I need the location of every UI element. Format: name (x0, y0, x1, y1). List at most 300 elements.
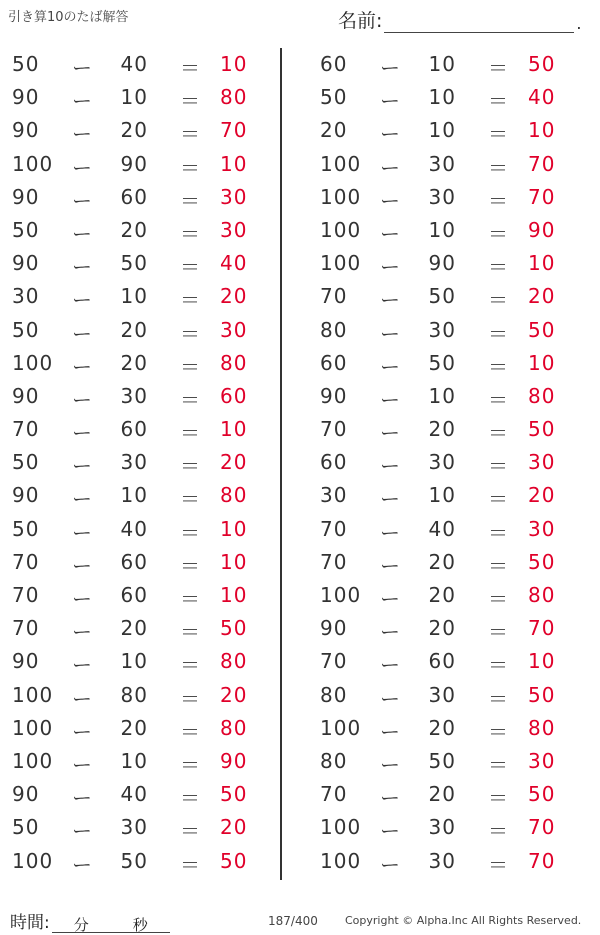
problem-row (0, 81, 290, 114)
equals-sign: ＝ (180, 520, 201, 545)
problem-row (0, 712, 290, 745)
minus-sign: ー (72, 719, 93, 744)
problem-row (0, 612, 290, 645)
minuend: 70 (12, 417, 40, 442)
subtrahend: 20 (428, 715, 456, 740)
subtrahend: 50 (120, 848, 148, 873)
minuend: 100 (12, 682, 54, 707)
problem-row (308, 280, 598, 313)
equals-sign: ＝ (180, 686, 201, 711)
equals-sign: ＝ (180, 653, 201, 678)
minuend: 90 (12, 184, 40, 209)
problem-row (0, 811, 290, 844)
minus-sign: ー (380, 653, 401, 678)
answer: 70 (528, 151, 556, 176)
minus-sign: ー (380, 487, 401, 512)
minuend: 90 (12, 383, 40, 408)
equals-sign: ＝ (488, 819, 509, 844)
answer: 30 (220, 217, 248, 242)
minus-sign: ー (380, 752, 401, 777)
problem-row (0, 247, 290, 280)
problem-row (0, 845, 290, 878)
minus-sign: ー (380, 454, 401, 479)
answer: 30 (220, 184, 248, 209)
minus-sign: ー (380, 321, 401, 346)
minus-sign: ー (72, 155, 93, 180)
minus-sign: ー (380, 553, 401, 578)
problem-row (0, 48, 290, 81)
minus-sign: ー (380, 89, 401, 114)
answer: 50 (528, 549, 556, 574)
minuend: 50 (12, 815, 40, 840)
minuend: 90 (12, 649, 40, 674)
answer: 20 (220, 450, 248, 475)
subtrahend: 60 (120, 549, 148, 574)
answer: 30 (220, 317, 248, 342)
problem-row (308, 314, 598, 347)
answer: 10 (528, 118, 556, 143)
answer: 10 (220, 549, 248, 574)
equals-sign: ＝ (488, 387, 509, 412)
answer: 50 (528, 682, 556, 707)
minus-sign: ー (72, 321, 93, 346)
subtrahend: 10 (120, 483, 148, 508)
minus-sign: ー (380, 421, 401, 446)
time-label: 時間: (10, 913, 50, 933)
minuend: 80 (320, 317, 348, 342)
minus-sign: ー (72, 653, 93, 678)
subtrahend: 20 (428, 583, 456, 607)
answer: 30 (528, 748, 556, 773)
minus-sign: ー (380, 255, 401, 280)
subtrahend: 60 (428, 649, 456, 674)
problem-row (308, 513, 598, 546)
copyright-notice: Copyright © Alpha.Inc All Rights Reserved. (345, 914, 582, 927)
equals-sign: ＝ (488, 155, 509, 180)
answer: 50 (528, 782, 556, 807)
subtrahend: 40 (120, 782, 148, 807)
answer: 70 (528, 815, 556, 840)
problem-row (0, 446, 290, 479)
subtrahend: 30 (428, 184, 456, 209)
equals-sign: ＝ (488, 221, 509, 246)
subtrahend: 30 (428, 848, 456, 873)
answer: 20 (220, 815, 248, 840)
minuend: 90 (320, 616, 348, 641)
subtrahend: 60 (120, 184, 148, 209)
answer: 70 (528, 848, 556, 873)
minus-sign: ー (380, 819, 401, 844)
equals-sign: ＝ (180, 288, 201, 313)
minuend: 90 (12, 118, 40, 143)
answer: 20 (220, 284, 248, 309)
problem-row (0, 280, 290, 313)
equals-sign: ＝ (180, 421, 201, 446)
equals-sign: ＝ (488, 786, 509, 811)
minuend: 70 (320, 284, 348, 309)
equals-sign: ＝ (180, 321, 201, 346)
problem-row (0, 214, 290, 247)
minuend: 70 (320, 417, 348, 442)
problem-row (0, 181, 290, 214)
equals-sign: ＝ (180, 487, 201, 512)
subtrahend: 20 (120, 350, 148, 375)
problem-row (308, 446, 598, 479)
answer: 80 (220, 715, 248, 740)
minus-sign: ー (72, 89, 93, 114)
equals-sign: ＝ (180, 852, 201, 877)
subtrahend: 50 (428, 748, 456, 773)
equals-sign: ＝ (180, 587, 201, 611)
answer: 10 (528, 251, 556, 276)
subtrahend: 20 (120, 715, 148, 740)
minuend: 50 (12, 450, 40, 475)
equals-sign: ＝ (488, 354, 509, 379)
minuend: 90 (12, 782, 40, 807)
minuend: 100 (12, 151, 54, 176)
subtrahend: 20 (120, 118, 148, 143)
answer: 10 (220, 52, 248, 76)
minuend: 70 (12, 583, 40, 607)
equals-sign: ＝ (180, 786, 201, 811)
right-problem-column (308, 48, 598, 878)
minus-sign: ー (72, 56, 93, 80)
problem-row (308, 413, 598, 446)
minus-sign: ー (380, 122, 401, 147)
answer: 10 (528, 350, 556, 375)
equals-sign: ＝ (180, 387, 201, 412)
problem-row (0, 148, 290, 181)
answer: 20 (528, 483, 556, 508)
problem-row (0, 679, 290, 712)
equals-sign: ＝ (488, 752, 509, 777)
minuend: 100 (12, 748, 54, 773)
answer: 70 (528, 616, 556, 641)
equals-sign: ＝ (180, 255, 201, 280)
equals-sign: ＝ (488, 587, 509, 611)
problem-row (308, 546, 598, 579)
minus-sign: ー (380, 520, 401, 545)
minuend: 100 (320, 151, 362, 176)
minus-sign: ー (72, 255, 93, 280)
subtrahend: 20 (120, 616, 148, 641)
subtrahend: 10 (428, 217, 456, 242)
equals-sign: ＝ (180, 56, 201, 80)
answer: 40 (528, 85, 556, 110)
minus-sign: ー (72, 686, 93, 711)
equals-sign: ＝ (488, 255, 509, 280)
subtrahend: 10 (120, 649, 148, 674)
subtrahend: 30 (428, 450, 456, 475)
problem-row (308, 181, 598, 214)
minus-sign: ー (72, 520, 93, 545)
answer: 40 (220, 251, 248, 276)
answer: 90 (528, 217, 556, 242)
equals-sign: ＝ (180, 719, 201, 744)
name-field (338, 6, 582, 33)
minus-sign: ー (72, 122, 93, 147)
subtrahend: 90 (428, 251, 456, 276)
minus-sign: ー (380, 587, 401, 611)
minuend: 70 (320, 549, 348, 574)
minus-sign: ー (380, 188, 401, 213)
equals-sign: ＝ (488, 852, 509, 877)
answer: 50 (220, 848, 248, 873)
answer: 10 (220, 417, 248, 442)
equals-sign: ＝ (180, 553, 201, 578)
column-divider (280, 48, 282, 880)
problem-row (308, 778, 598, 811)
name-end-mark: . (576, 14, 582, 33)
minuend: 50 (320, 85, 348, 110)
minuend: 100 (320, 815, 362, 840)
minus-sign: ー (72, 421, 93, 446)
subtrahend: 50 (120, 251, 148, 276)
equals-sign: ＝ (180, 620, 201, 645)
subtrahend: 60 (120, 417, 148, 442)
equals-sign: ＝ (180, 89, 201, 114)
minus-sign: ー (72, 786, 93, 811)
equals-sign: ＝ (488, 89, 509, 114)
subtrahend: 10 (120, 748, 148, 773)
equals-sign: ＝ (488, 122, 509, 147)
answer: 80 (220, 649, 248, 674)
answer: 80 (528, 715, 556, 740)
answer: 20 (220, 682, 248, 707)
minus-sign: ー (72, 188, 93, 213)
equals-sign: ＝ (488, 686, 509, 711)
equals-sign: ＝ (488, 421, 509, 446)
problem-row (0, 546, 290, 579)
minus-sign: ー (380, 155, 401, 180)
equals-sign: ＝ (488, 553, 509, 578)
subtrahend: 10 (428, 118, 456, 143)
worksheet-title: 引き算10のたば解答 (8, 10, 129, 25)
minuend: 100 (320, 251, 362, 276)
problem-row (308, 48, 598, 81)
problem-row (308, 845, 598, 878)
problem-row (0, 745, 290, 778)
problem-row (308, 679, 598, 712)
minus-sign: ー (72, 620, 93, 645)
subtrahend: 20 (120, 317, 148, 342)
problem-row (0, 513, 290, 546)
subtrahend: 60 (120, 583, 148, 607)
answer: 80 (528, 583, 556, 607)
problem-row (308, 612, 598, 645)
answer: 80 (220, 483, 248, 508)
minuend: 60 (320, 350, 348, 375)
minuend: 90 (320, 383, 348, 408)
minuend: 30 (12, 284, 40, 309)
minuend: 50 (12, 52, 40, 76)
minuend: 100 (12, 848, 54, 873)
minus-sign: ー (380, 786, 401, 811)
minuend: 50 (12, 217, 40, 242)
minus-sign: ー (380, 288, 401, 313)
answer: 30 (528, 450, 556, 475)
answer: 30 (528, 516, 556, 541)
answer: 10 (220, 516, 248, 541)
minus-sign: ー (380, 221, 401, 246)
subtrahend: 20 (428, 616, 456, 641)
subtrahend: 40 (428, 516, 456, 541)
minus-sign: ー (380, 387, 401, 412)
time-blank-line (52, 914, 170, 933)
answer: 10 (528, 649, 556, 674)
problem-row (0, 413, 290, 446)
seconds-label: 秒 (132, 916, 148, 934)
subtrahend: 10 (120, 284, 148, 309)
problem-row (0, 645, 290, 678)
minuend: 30 (320, 483, 348, 508)
minutes-label: 分 (73, 916, 89, 934)
subtrahend: 30 (120, 815, 148, 840)
equals-sign: ＝ (488, 188, 509, 213)
minuend: 90 (12, 85, 40, 110)
problem-row (308, 479, 598, 512)
subtrahend: 10 (428, 483, 456, 508)
minus-sign: ー (72, 819, 93, 844)
minuend: 100 (320, 217, 362, 242)
minuend: 80 (320, 682, 348, 707)
equals-sign: ＝ (180, 354, 201, 379)
equals-sign: ＝ (488, 719, 509, 744)
minus-sign: ー (380, 620, 401, 645)
minuend: 50 (12, 317, 40, 342)
subtrahend: 20 (120, 217, 148, 242)
minus-sign: ー (380, 354, 401, 379)
problem-row (308, 247, 598, 280)
subtrahend: 30 (428, 317, 456, 342)
subtrahend: 20 (428, 782, 456, 807)
equals-sign: ＝ (180, 122, 201, 147)
time-field (10, 908, 170, 933)
problem-row (308, 148, 598, 181)
minuend: 60 (320, 52, 348, 76)
subtrahend: 10 (428, 383, 456, 408)
problem-row (0, 114, 290, 147)
answer: 50 (528, 417, 556, 442)
left-problem-column (0, 48, 290, 878)
answer: 80 (220, 85, 248, 110)
answer: 80 (528, 383, 556, 408)
answer: 20 (528, 284, 556, 309)
minuend: 50 (12, 516, 40, 541)
minuend: 70 (320, 649, 348, 674)
subtrahend: 40 (120, 52, 148, 76)
minuend: 70 (320, 516, 348, 541)
problem-row (308, 712, 598, 745)
subtrahend: 10 (428, 52, 456, 76)
answer: 60 (220, 383, 248, 408)
problem-row (0, 579, 290, 612)
problem-row (308, 645, 598, 678)
subtrahend: 10 (120, 85, 148, 110)
subtrahend: 50 (428, 350, 456, 375)
equals-sign: ＝ (180, 188, 201, 213)
answer: 50 (528, 317, 556, 342)
answer: 10 (220, 583, 248, 607)
equals-sign: ＝ (180, 155, 201, 180)
problem-row (308, 745, 598, 778)
answer: 90 (220, 748, 248, 773)
minus-sign: ー (72, 221, 93, 246)
equals-sign: ＝ (488, 620, 509, 645)
minuend: 100 (320, 715, 362, 740)
equals-sign: ＝ (488, 520, 509, 545)
subtrahend: 30 (428, 682, 456, 707)
subtrahend: 40 (120, 516, 148, 541)
name-blank-line (384, 12, 574, 33)
minus-sign: ー (72, 354, 93, 379)
minuend: 90 (12, 251, 40, 276)
problem-row (308, 579, 598, 612)
problem-row (308, 811, 598, 844)
problem-row (0, 347, 290, 380)
minuend: 100 (12, 350, 54, 375)
minuend: 20 (320, 118, 348, 143)
problem-row (308, 114, 598, 147)
minus-sign: ー (72, 487, 93, 512)
answer: 50 (220, 782, 248, 807)
minuend: 60 (320, 450, 348, 475)
minus-sign: ー (380, 686, 401, 711)
problem-row (308, 347, 598, 380)
answer: 70 (528, 184, 556, 209)
equals-sign: ＝ (488, 56, 509, 80)
minus-sign: ー (72, 587, 93, 611)
minuend: 70 (12, 549, 40, 574)
minuend: 70 (320, 782, 348, 807)
answer: 80 (220, 350, 248, 375)
problem-row (0, 479, 290, 512)
minus-sign: ー (72, 387, 93, 412)
subtrahend: 30 (120, 450, 148, 475)
problem-row (0, 314, 290, 347)
problem-row (308, 81, 598, 114)
minus-sign: ー (380, 56, 401, 80)
minus-sign: ー (380, 719, 401, 744)
subtrahend: 20 (428, 549, 456, 574)
minus-sign: ー (380, 852, 401, 877)
page-number: 187/400 (268, 914, 318, 928)
minuend: 100 (12, 715, 54, 740)
equals-sign: ＝ (488, 454, 509, 479)
equals-sign: ＝ (180, 752, 201, 777)
subtrahend: 30 (120, 383, 148, 408)
minuend: 100 (320, 583, 362, 607)
minuend: 90 (12, 483, 40, 508)
answer: 10 (220, 151, 248, 176)
equals-sign: ＝ (180, 819, 201, 844)
answer: 70 (220, 118, 248, 143)
minuend: 70 (12, 616, 40, 641)
equals-sign: ＝ (488, 321, 509, 346)
minuend: 100 (320, 848, 362, 873)
subtrahend: 50 (428, 284, 456, 309)
minuend: 80 (320, 748, 348, 773)
problem-row (308, 214, 598, 247)
minus-sign: ー (72, 852, 93, 877)
minus-sign: ー (72, 454, 93, 479)
subtrahend: 30 (428, 151, 456, 176)
subtrahend: 30 (428, 815, 456, 840)
answer: 50 (220, 616, 248, 641)
equals-sign: ＝ (488, 653, 509, 678)
subtrahend: 80 (120, 682, 148, 707)
subtrahend: 10 (428, 85, 456, 110)
